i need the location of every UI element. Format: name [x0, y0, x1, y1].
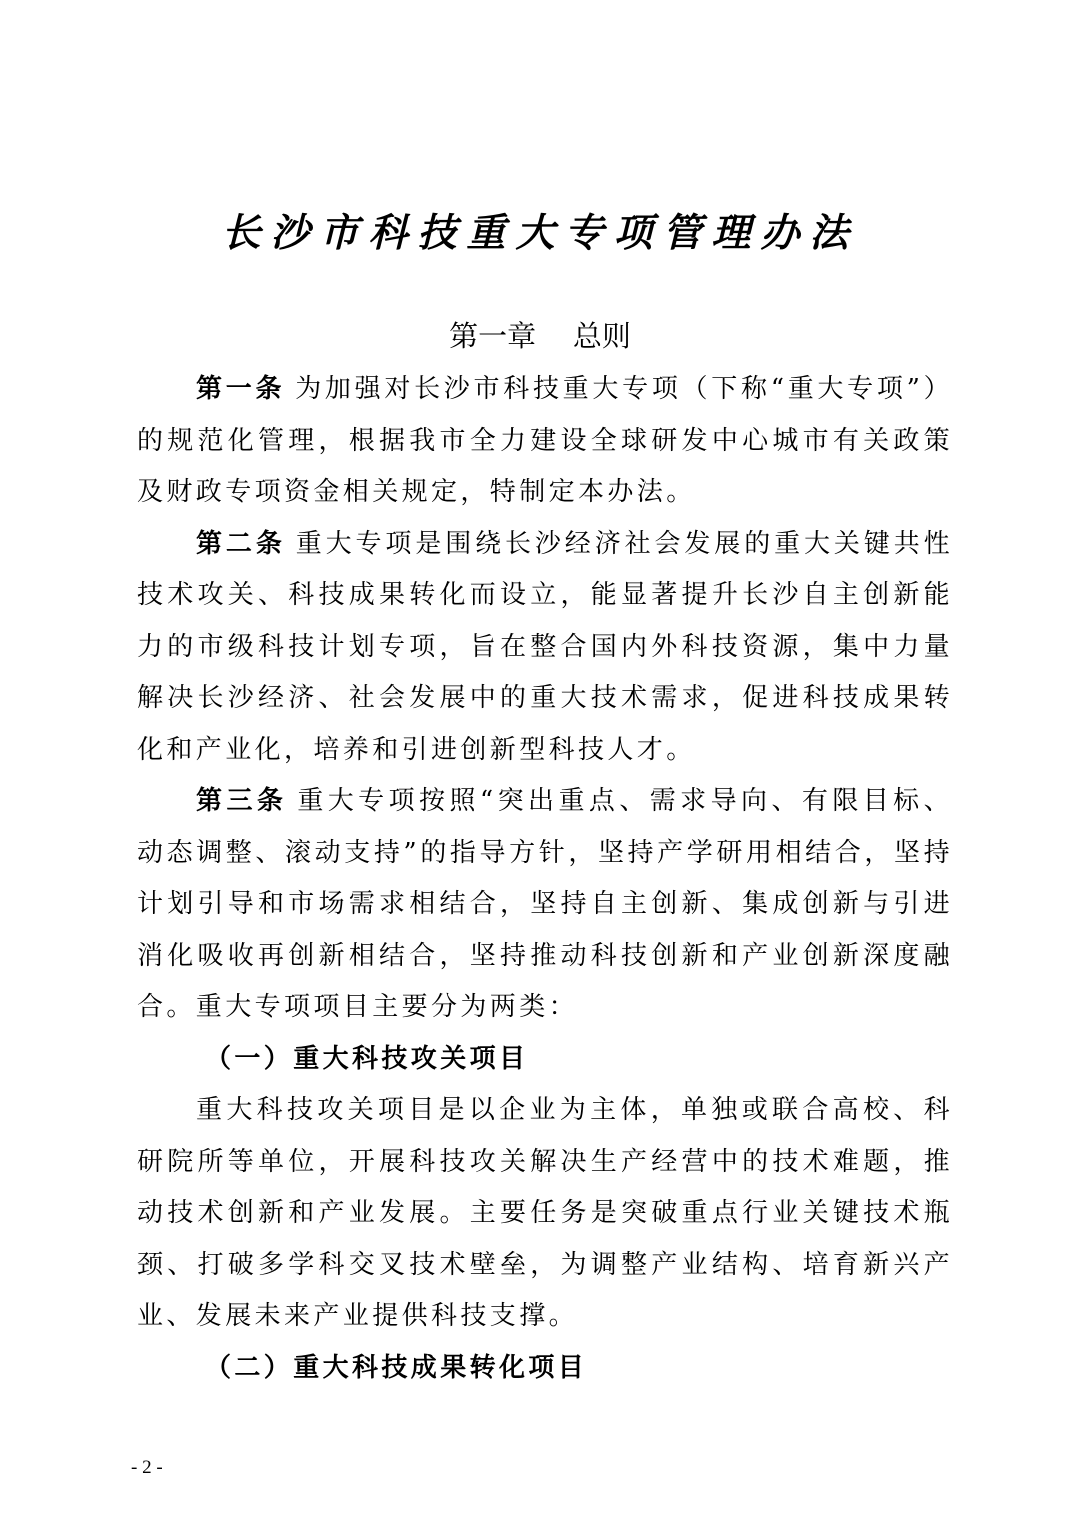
article-3-label: 第三条	[196, 786, 288, 816]
article-1-label: 第一条	[196, 374, 286, 404]
document-title: 长沙市科技重大专项管理办法	[221, 210, 859, 256]
page-number: - 2 -	[131, 1457, 163, 1478]
article-2-text: 重大专项是围绕长沙经济社会发展的重大关键共性技术攻关、科技成果转化而设立，能显著提升长沙自主创新能力的市级科技计划专项，旨在整合国内外科技资源，集中力量解决长沙经济、社会发展中的重大技术需求，促进科技成果转化和产业化，培养和引进创新型科技人才。	[137, 528, 953, 765]
article-3	[137, 776, 953, 1034]
article-2-label: 第二条	[196, 528, 286, 559]
subsection-1-heading: （一）重大科技攻关项目	[205, 1043, 529, 1074]
article-1	[137, 364, 953, 519]
subsection-1-text: 重大科技攻关项目是以企业为主体，单独或联合高校、科研院所等单位，开展科技攻关解决生产经营中的技术难题，推动技术创新和产业发展。主要任务是突破重点行业关键技术瓶颈、打破多学科交叉技术壁垒，为调整产业结构、培育新兴产业、发展未来产业提供科技支撑。	[137, 1095, 953, 1331]
chapter-heading: 第一章 总则	[449, 319, 631, 353]
subsection-2-heading: （二）重大科技成果转化项目	[205, 1352, 588, 1383]
article-1-text: 为加强对长沙市科技重大专项（下称“重大专项”）的规范化管理，根据我市全力建设全球研发中心城市有关政策及财政专项资金相关规定，特制定本办法。	[137, 374, 953, 507]
document-body	[137, 364, 953, 1394]
article-2	[137, 519, 953, 777]
article-3-text: 重大专项按照“突出重点、需求导向、有限目标、动态调整、滚动支持”的指导方针，坚持产学研用相结合，坚持计划引导和市场需求相结合，坚持自主创新、集成创新与引进消化吸收再创新相结合，坚持推动科技创新和产业创新深度融合。重大专项项目主要分为两类：	[137, 786, 954, 1022]
